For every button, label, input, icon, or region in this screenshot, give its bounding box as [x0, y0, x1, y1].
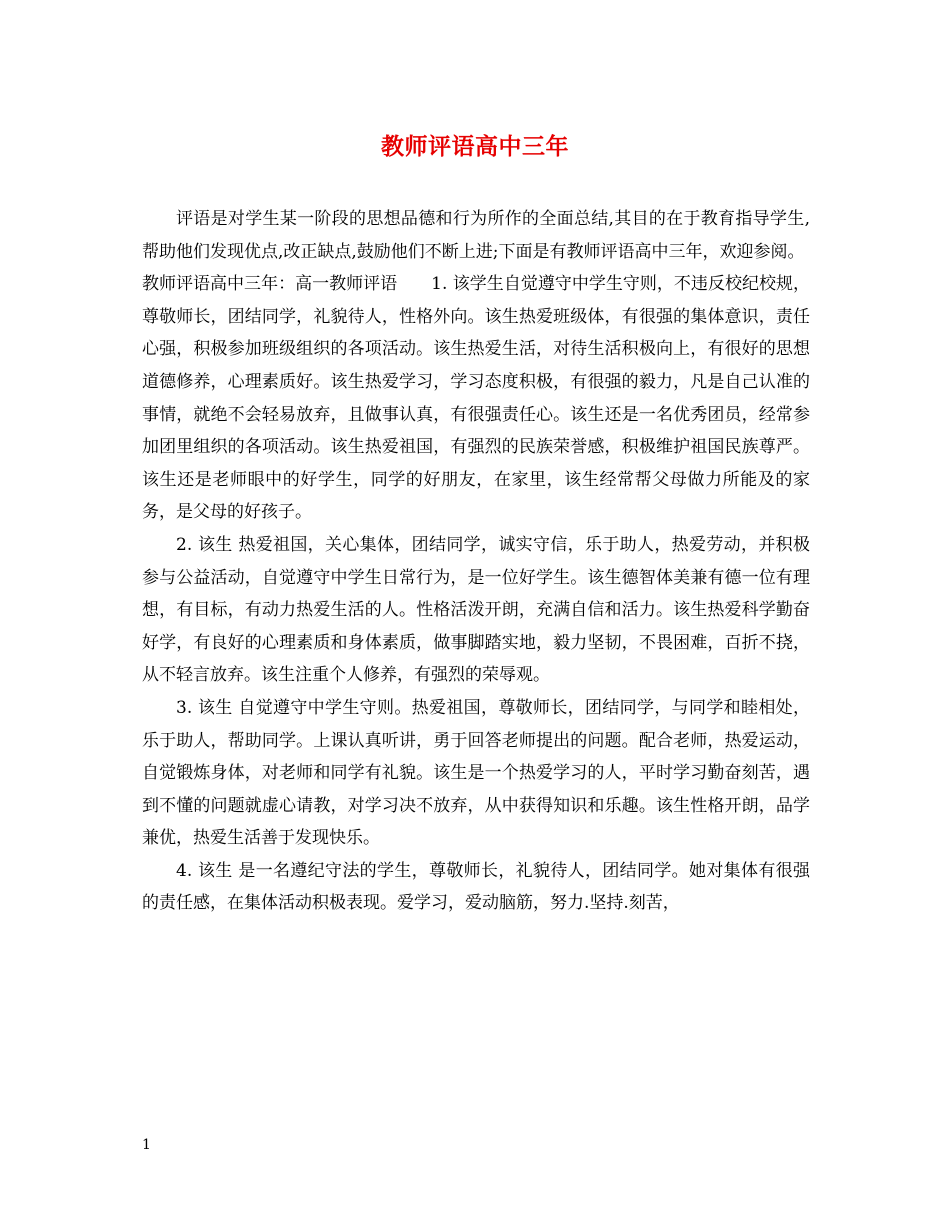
- intro-paragraph: 评语是对学生某一阶段的思想品德和行为所作的全面总结,其目的在于教育指导学生,帮助他们发现优点,改正缺点,鼓励他们不断上进;下面是有教师评语高中三年，欢迎参阅。: [142, 209, 810, 262]
- page-number: 1: [142, 1137, 151, 1153]
- document-body: [142, 203, 810, 920]
- item-1: 1. 该学生自觉遵守中学生守则，不违反校纪校规，尊敬师长，团结同学，礼貌待人，性格外向。该生热爱班级体，有很强的集体意识，责任心强，积极参加班级组织的各项活动。该生热爱生活，对待生活积极向上，有很好的思想道德修养，心理素质好。该生热爱学习，学习态度积极，有很强的毅力，凡是自己认准的事情，就绝不会轻易放弃，且做事认真，有很强责任心。该生还是一名优秀团员，经常参加团里组织的各项活动。该生热爱祖国，有强烈的民族荣誉感，积极维护祖国民族尊严。该生还是老师眼中的好学生，同学的好朋友，在家里，该生经常帮父母做力所能及的家务，是父母的好孩子。: [142, 274, 810, 523]
- item-3: 3. 该生 自觉遵守中学生守则。热爱祖国，尊敬师长，团结同学，与同学和睦相处，乐于助人，帮助同学。上课认真听讲，勇于回答老师提出的问题。配合老师，热爱运动，自觉锻炼身体，对老师和同学有礼貌。该生是一个热爱学习的人，平时学习勤奋刻苦，遇到不懂的问题就虚心请教，对学习决不放弃，从中获得知识和乐趣。该生性格开朗，品学兼优，热爱生活善于发现快乐。: [142, 697, 810, 849]
- section-heading: 教师评语高中三年：高一教师评语: [142, 274, 398, 295]
- first-item-paragraph: [142, 268, 810, 529]
- item-4: 4. 该生 是一名遵纪守法的学生，尊敬师长，礼貌待人，团结同学。她对集体有很强的责任感，在集体活动积极表现。爱学习，爱动脑筋，努力.坚持.刻苦，: [142, 860, 810, 914]
- item-2: 2. 该生 热爱祖国，关心集体，团结同学，诚实守信，乐于助人，热爱劳动，并积极参与公益活动，自觉遵守中学生日常行为，是一位好学生。该生德智体美兼有德一位有理想，有目标，有动力热爱生活的人。性格活泼开朗，充满自信和活力。该生热爱科学勤奋好学，有良好的心理素质和身体素质，做事脚踏实地，毅力坚韧，不畏困难，百折不挠，从不轻言放弃。该生注重个人修养，有强烈的荣辱观。: [142, 534, 810, 686]
- document-title: 教师评语高中三年: [381, 133, 569, 160]
